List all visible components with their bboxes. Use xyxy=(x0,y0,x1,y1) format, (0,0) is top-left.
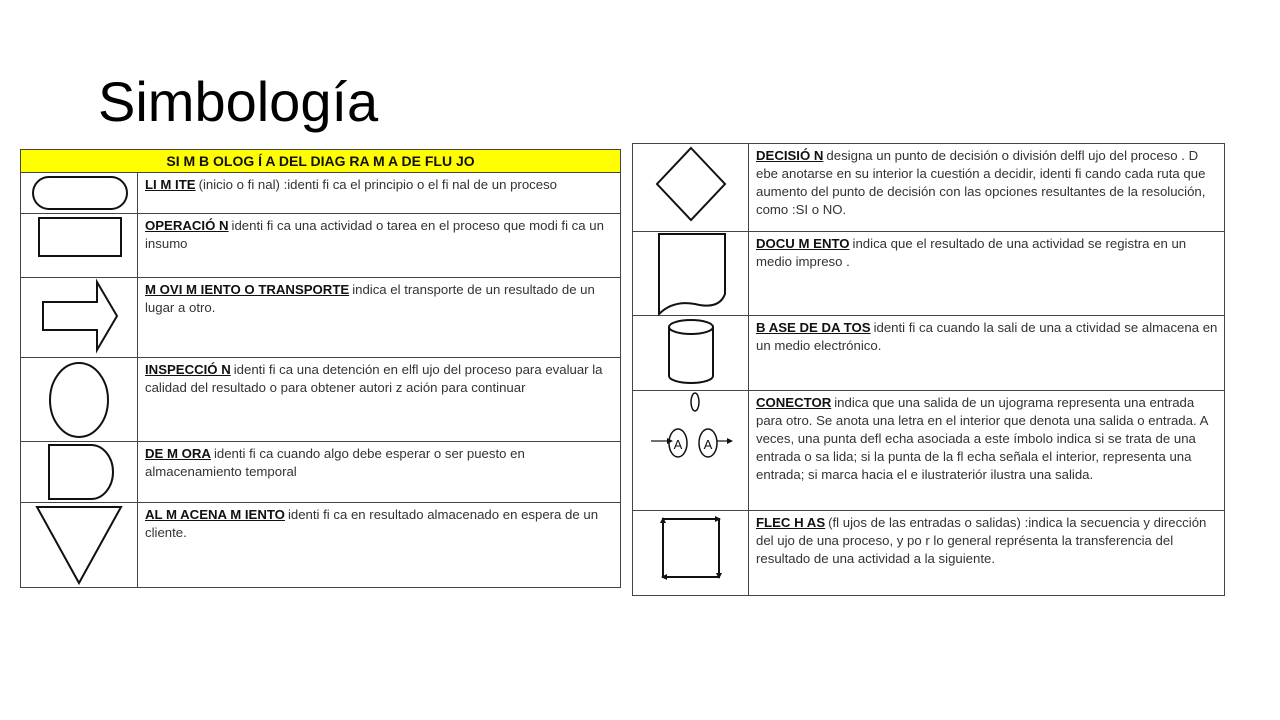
connector-symbol-icon xyxy=(633,391,749,511)
table-row xyxy=(21,173,621,214)
symbol-description xyxy=(138,214,621,278)
table-row xyxy=(633,511,1225,596)
transport-arrow-symbol-icon xyxy=(21,278,138,358)
symbol-desc: (fl ujos de las entradas o salidas) :indica la secuencia y dirección del ujo de una proceso, y po r lo general représenta la transferencia del resultado de una actividad a la siguiente. xyxy=(756,515,1207,566)
flowchart-symbols-table-right xyxy=(632,143,1225,596)
flowchart-symbols-table-left xyxy=(20,149,621,588)
symbol-desc: indica que el resultado de una actividad se registra en un medio impreso . xyxy=(756,236,1187,269)
symbol-desc: identi fi ca una actividad o tarea en el proceso que modi fi ca un insumo xyxy=(145,218,604,251)
decision-diamond-symbol-icon xyxy=(633,144,749,232)
symbol-term: LI M ITE xyxy=(145,177,196,192)
connector-label-right: A xyxy=(703,437,713,452)
symbol-desc: indica que una salida de un ujograma representa una entrada para otro. Se anota una letra en el interior que denota una salida o entrada. A veces, una punta defl echa asociada a este ímbolo indica si se trata de una entrada o sa lida; si la punta de la fl echa señala el interior, representa una entrada; si marca hacia el e ilustrateriór ilustra una salida. xyxy=(756,395,1208,482)
delay-symbol-icon xyxy=(21,442,138,503)
symbol-description xyxy=(749,316,1225,391)
document-symbol-icon xyxy=(633,232,749,316)
symbol-description xyxy=(749,391,1225,511)
symbol-description xyxy=(138,358,621,442)
symbol-term: B ASE DE DA TOS xyxy=(756,320,871,335)
symbol-description xyxy=(749,511,1225,596)
table-row xyxy=(21,214,621,278)
symbol-desc: identi fi ca cuando la sali de una a ctividad se almacena en un medio electrónico. xyxy=(756,320,1218,353)
symbol-term: FLEC H AS xyxy=(756,515,826,530)
symbol-desc: designa un punto de decisión o división delfl ujo del proceso . D ebe anotarse en su interior la cuestión a decidir, identi fi cando cada ruta que aumento del punto de decisión con las opciones resultantes de la resolución, como :SI o NO. xyxy=(756,148,1206,217)
symbol-description xyxy=(138,442,621,503)
table-row xyxy=(21,278,621,358)
symbol-desc: identi fi ca cuando algo debe esperar o ser puesto en almacenamiento temporal xyxy=(145,446,525,479)
table-header-row xyxy=(21,150,621,173)
inspection-circle-symbol-icon xyxy=(21,358,138,442)
symbol-term: DECISIÓ N xyxy=(756,148,824,163)
storage-triangle-symbol-icon xyxy=(21,503,138,588)
symbol-term: INSPECCIÓ N xyxy=(145,362,231,377)
table-row xyxy=(633,232,1225,316)
symbol-term: M OVI M IENTO O TRANSPORTE xyxy=(145,282,350,297)
table-row xyxy=(21,442,621,503)
slide-title: Simbología xyxy=(98,70,379,133)
symbol-description xyxy=(749,144,1225,232)
symbol-description xyxy=(749,232,1225,316)
table-row xyxy=(21,358,621,442)
table-row xyxy=(633,316,1225,391)
table-row xyxy=(633,391,1225,511)
symbol-description xyxy=(138,278,621,358)
symbol-term: DOCU M ENTO xyxy=(756,236,850,251)
symbol-description xyxy=(138,173,621,214)
table-row xyxy=(633,144,1225,232)
symbol-description xyxy=(138,503,621,588)
symbol-term: DE M ORA xyxy=(145,446,211,461)
symbol-term: AL M ACENA M IENTO xyxy=(145,507,285,522)
terminal-symbol-icon xyxy=(21,173,138,214)
symbol-term: OPERACIÓ N xyxy=(145,218,229,233)
operation-symbol-icon xyxy=(21,214,138,278)
database-cylinder-symbol-icon xyxy=(633,316,749,391)
flow-arrows-symbol-icon xyxy=(633,511,749,596)
table-row xyxy=(21,503,621,588)
symbol-desc: (inicio o fi nal) :identi fi ca el principio o el fi nal de un proceso xyxy=(198,177,558,192)
table-header: SI M B OLOG Í A DEL DIAG RA M A DE FLU JO xyxy=(21,150,621,173)
symbol-term: CONECTOR xyxy=(756,395,832,410)
connector-label-left: A xyxy=(673,437,683,452)
symbol-desc: indica el transporte de un resultado de un lugar a otro. xyxy=(145,282,595,315)
symbol-desc: identi fi ca en resultado almacenado en espera de un cliente. xyxy=(145,507,599,540)
symbol-desc: identi fi ca una detención en elfl ujo del proceso para evaluar la calidad del resultado o para obtener autori z ación para continuar xyxy=(145,362,603,395)
